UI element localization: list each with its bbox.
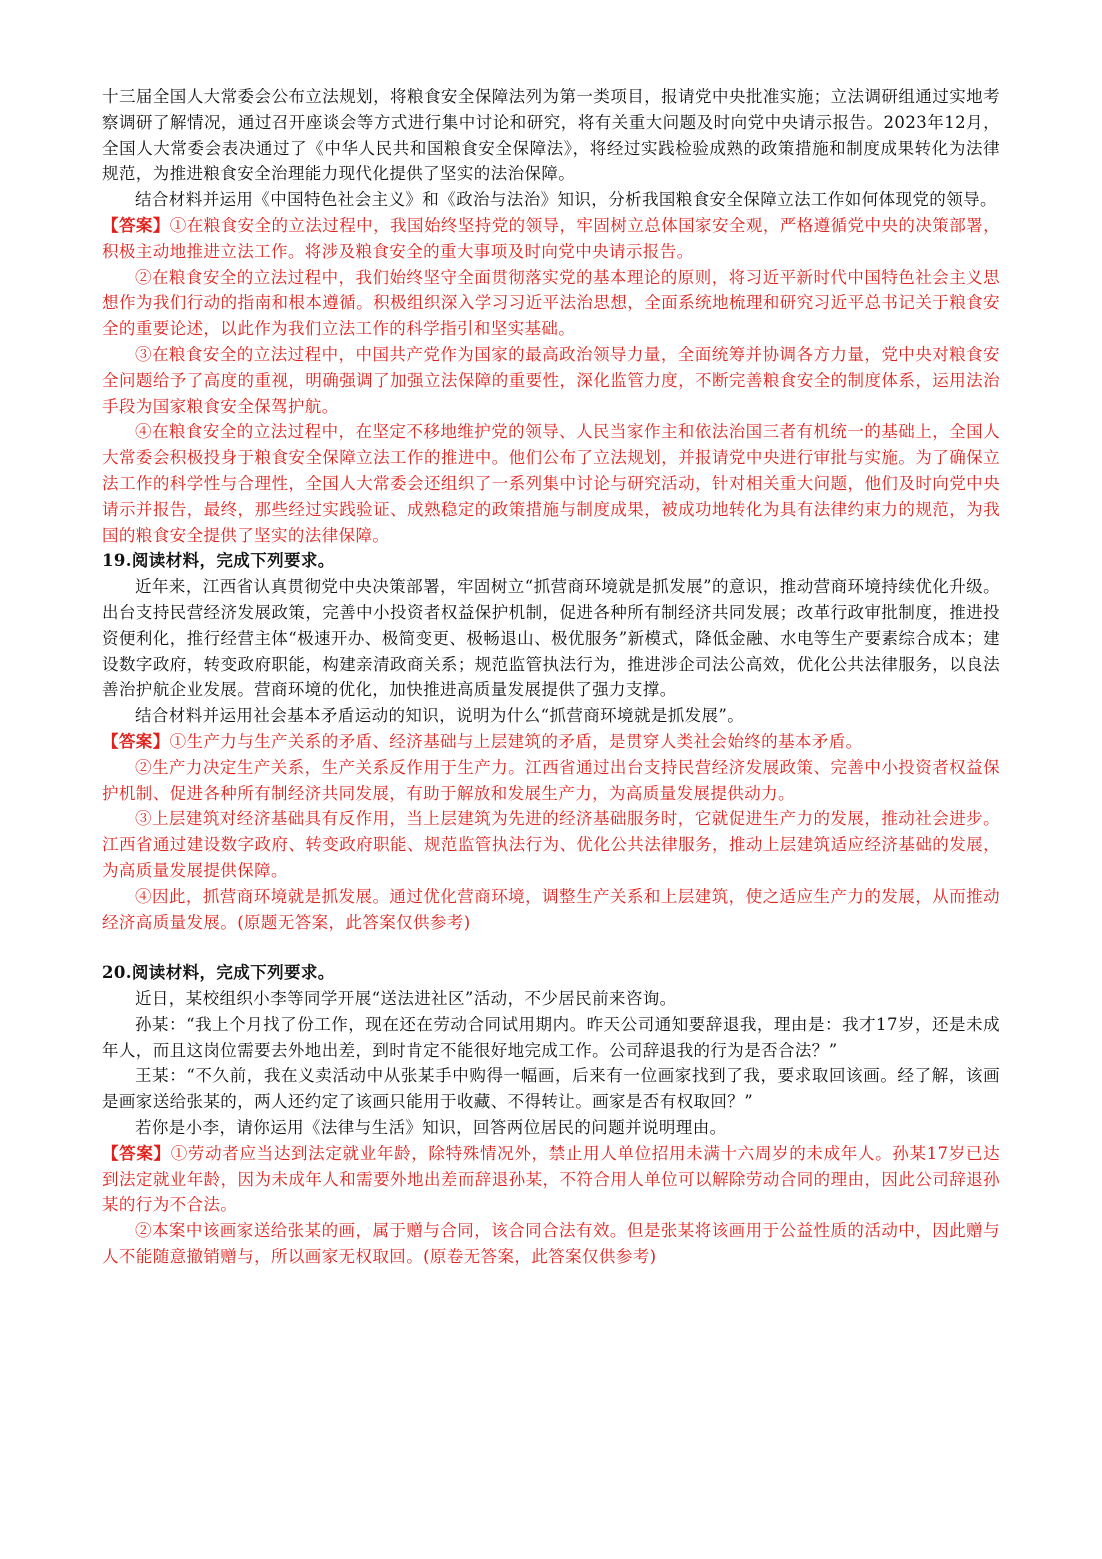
q19-answer-2: ②生产力决定生产关系，生产关系反作用于生产力。江西省通过出台支持民营经济发展政策、完善中小投资者权益保护机制、促进各种所有制经济共同发展，有助于解放和发展生产力，为高质量发展提供动力。 xyxy=(102,757,1000,803)
q19-answer-3: ③上层建筑对经济基础具有反作用，当上层建筑为先进的经济基础服务时，它就促进生产力的发展，推动社会进步。江西省通过建设数字政府、转变政府职能、规范监管执法行为、优化公共法律服务，推动上层建筑适应经济基础的发展，为高质量发展提供保障。 xyxy=(102,809,1000,880)
q18-question: 结合材料并运用《中国特色社会主义》和《政治与法治》知识，分析我国粮食安全保障立法工作如何体现党的领导。 xyxy=(135,190,997,210)
q19-answer-1: 【答案】①生产力与生产关系的矛盾、经济基础与上层建筑的矛盾，是贯穿人类社会始终的基本矛盾。 xyxy=(102,731,863,751)
answer-label: 【答案】 xyxy=(102,215,170,235)
answer-label: 【答案】 xyxy=(102,1143,171,1163)
q18-material: 十三届全国人大常委会公布立法规划，将粮食安全保障法列为第一类项目，报请党中央批准实施；立法调研组通过实地考察调研了解情况，通过召开座谈会等方式进行集中讨论和研究，将有关重大问题及时向党中央请示报告。2023年12月，全国人大常委会表决通过了《中华人民共和国粮食安全保障法》，将经过实践检验成熟的政策措施和制度成果转化为法律规范，为推进粮食安全治理能力现代化提供了坚实的法治保障。 xyxy=(102,87,1000,184)
q20-heading: 20.阅读材料，完成下列要求。 xyxy=(102,963,335,983)
q18-answer-3: ③在粮食安全的立法过程中，中国共产党作为国家的最高政治领导力量，全面统筹并协调各方力量，党中央对粮食安全问题给予了高度的重视，明确强调了加强立法保障的重要性，深化监管力度，不断完善粮食安全的制度体系，运用法治手段为国家粮食安全保驾护航。 xyxy=(102,344,1000,416)
q19-material: 近年来，江西省认真贯彻党中央决策部署，牢固树立“抓营商环境就是抓发展”的意识，推动营商环境持续优化升级。出台支持民营经济发展政策，完善中小投资者权益保护机制，促进各种所有制经济共同发展；改革行政审批制度，推进投资便利化，推行经营主体“极速开办、极简变更、极畅退山、极优服务”新模式，降低金融、水电等生产要素综合成本；建设数字政府，转变政府职能，构建亲清政商关系；规范监管执法行为，推进涉企司法公高效，优化公共法律服务，以良法善治护航企业发展。营商环境的优化，加快推进高质量发展提供了强力支撑。 xyxy=(102,577,1000,700)
q20-material-1: 近日，某校组织小李等同学开展“送法进社区”活动，不少居民前来咨询。 xyxy=(135,989,677,1009)
q19-question: 结合材料并运用社会基本矛盾运动的知识，说明为什么“抓营商环境就是抓发展”。 xyxy=(135,706,745,726)
q19-answer-4: ④因此，抓营商环境就是抓发展。通过优化营商环境，调整生产关系和上层建筑，使之适应生产力的发展，从而推动经济高质量发展。(原题无答案，此答案仅供参考) xyxy=(102,886,1000,932)
q20-material-3: 王某：“不久前，我在义卖活动中从张某手中购得一幅画，后来有一位画家找到了我，要求取回该画。经了解，该画是画家送给张某的，两人还约定了该画只能用于收藏、不得转让。画家是否有权取回？” xyxy=(102,1066,1000,1112)
answer-label: 【答案】 xyxy=(102,731,170,751)
q20-answer-1: 【答案】①劳动者应当达到法定就业年龄，除特殊情况外，禁止用人单位招用未满十六周岁的未成年人。孙某17岁已达到法定就业年龄，因为未成年人和需要外地出差而辞退孙某，不符合用人单位可以解除劳动合同的理由，因此公司辞退孙某的行为不合法。 xyxy=(102,1143,1000,1215)
q18-answer-4: ④在粮食安全的立法过程中，在坚定不移地维护党的领导、人民当家作主和依法治国三者有机统一的基础上，全国人大常委会积极投身于粮食安全保障立法工作的推进中。他们公布了立法规划，并报请党中央进行审批与实施。为了确保立法工作的科学性与合理性，全国人大常委会还组织了一系列集中讨论与研究活动，针对相关重大问题，他们及时向党中央请示并报告，最终，那些经过实践验证、成熟稳定的政策措施与制度成果，被成功地转化为具有法律约束力的规范，为我国的粮食安全提供了坚实的法律保障。 xyxy=(102,422,1000,545)
q19-heading: 19.阅读材料，完成下列要求。 xyxy=(102,551,335,571)
q20-question: 若你是小李，请你运用《法律与生活》知识，回答两位居民的问题并说明理由。 xyxy=(135,1118,727,1138)
section-gap xyxy=(102,935,1000,960)
document-page xyxy=(102,84,1000,1270)
q18-answer-1: 【答案】①在粮食安全的立法过程中，我国始终坚持党的领导，牢固树立总体国家安全观，严格遵循党中央的决策部署，积极主动地推进立法工作。将涉及粮食安全的重大事项及时向党中央请示报告。 xyxy=(102,215,1000,261)
q18-answer-2: ②在粮食安全的立法过程中，我们始终坚守全面贯彻落实党的基本理论的原则，将习近平新时代中国特色社会主义思想作为我们行动的指南和根本遵循。积极组织深入学习习近平法治思想，全面系统地梳理和研究习近平总书记关于粮食安全的重要论述，以此作为我们立法工作的科学指引和坚实基础。 xyxy=(102,267,1000,339)
q20-answer-2: ②本案中该画家送给张某的画，属于赠与合同，该合同合法有效。但是张某将该画用于公益性质的活动中，因此赠与人不能随意撤销赠与，所以画家无权取回。(原卷无答案，此答案仅供参考) xyxy=(102,1221,1000,1267)
q20-material-2: 孙某：“我上个月找了份工作，现在还在劳动合同试用期内。昨天公司通知要辞退我，理由是：我才17岁，还是未成年人，而且这岗位需要去外地出差，到时肯定不能很好地完成工作。公司辞退我的行为是否合法？” xyxy=(102,1014,1000,1060)
